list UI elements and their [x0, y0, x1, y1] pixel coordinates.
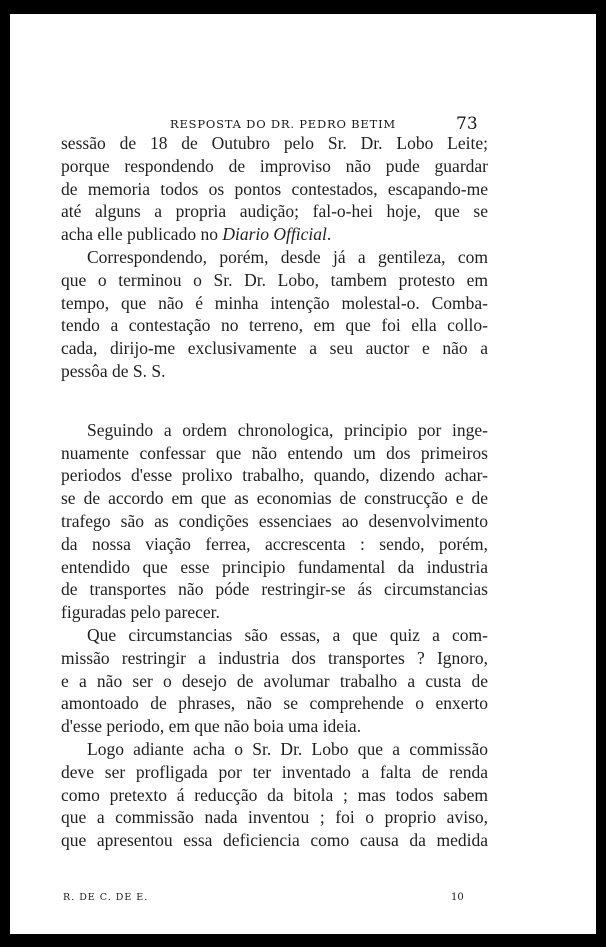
- text-line: que o terminou o Sr. Dr. Lobo, tambem protesto em: [61, 269, 488, 290]
- text-line: que apresentou essa deficiencia como causa da medida: [61, 830, 488, 851]
- running-title: RESPOSTA DO DR. PEDRO BETIM: [170, 117, 396, 131]
- paragraph-break: [61, 383, 488, 419]
- text-line: cada, dirijo-me exclusivamente a seu auctor e não a: [61, 338, 488, 359]
- text-line: que a commissão nada inventou ; foi o proprio aviso,: [61, 807, 488, 828]
- text-line: periodos d'esse prolixo trabalho, quando, dizendo achar-: [61, 465, 488, 486]
- paragraph-5: [61, 738, 488, 852]
- paragraph-4: [61, 624, 488, 738]
- text-line: de memoria todos os pontos contestados, escapando-me: [61, 178, 488, 199]
- paragraph-3: [61, 419, 488, 624]
- text-line: tempo, que não é minha intenção molestal-o. Comba-: [61, 292, 488, 313]
- text-line: d'esse periodo, em que não boia uma ideia.: [61, 716, 362, 737]
- text-line: como pretexto á reducção da bitola ; mas todos sabem: [61, 784, 488, 805]
- body-text: [61, 132, 488, 852]
- book-page: [10, 14, 596, 934]
- text-line: deve ser profligada por ter inventado a falta de renda: [61, 761, 488, 782]
- paragraph-1: [61, 132, 488, 246]
- text-line: da nossa viação ferrea, accrescenta : sendo, porém,: [61, 533, 488, 554]
- text-line: tendo a contestação no terreno, em que foi ella collo-: [61, 315, 488, 336]
- text-line: nuamente confessar que não entendo um dos primeiros: [61, 442, 488, 463]
- text-line: Logo adiante acha o Sr. Dr. Lobo que a commissão: [87, 738, 488, 759]
- text-line: e a não ser o desejo de avolumar trabalho a custa de: [61, 670, 488, 691]
- text-line: Correspondendo, porém, desde já a gentileza, com: [87, 246, 488, 267]
- text-line: entendido que esse principio fundamental da industria: [61, 556, 488, 577]
- text-line: sessão de 18 de Outubro pelo Sr. Dr. Lobo Leite;: [61, 133, 488, 153]
- printer-signature: R. DE C. DE E.: [63, 892, 149, 903]
- sheet-number: 10: [451, 892, 464, 903]
- text-line: se de accordo em que as economias de construcção e de: [61, 488, 488, 509]
- text-line: de transportes não póde restringir-se ás circumstancias: [61, 579, 488, 600]
- text-line: até alguns a propria audição; fal-o-hei hoje, que se: [61, 201, 488, 222]
- text-line: missão restringir a industria dos transportes ? Ignoro,: [61, 647, 488, 668]
- text-line: amontoado de phrases, não se comprehende o enxerto: [61, 693, 488, 714]
- text-line: figuradas pelo parecer.: [61, 602, 220, 623]
- paragraph-2: [61, 246, 488, 383]
- text-line: Que circumstancias são essas, a que quiz a com-: [87, 624, 488, 645]
- text-line: trafego são as condições essenciaes ao desenvolvimento: [61, 510, 488, 531]
- text-line: porque respondendo de improviso não pude guardar: [61, 155, 488, 176]
- page-footer: [10, 890, 596, 906]
- text-line: pessôa de S. S.: [61, 360, 166, 381]
- text-line: acha elle publicado no Diario Official.: [61, 224, 332, 245]
- text-line: Seguindo a ordem chronologica, principio por inge-: [87, 419, 488, 440]
- page-number: 73: [456, 114, 478, 134]
